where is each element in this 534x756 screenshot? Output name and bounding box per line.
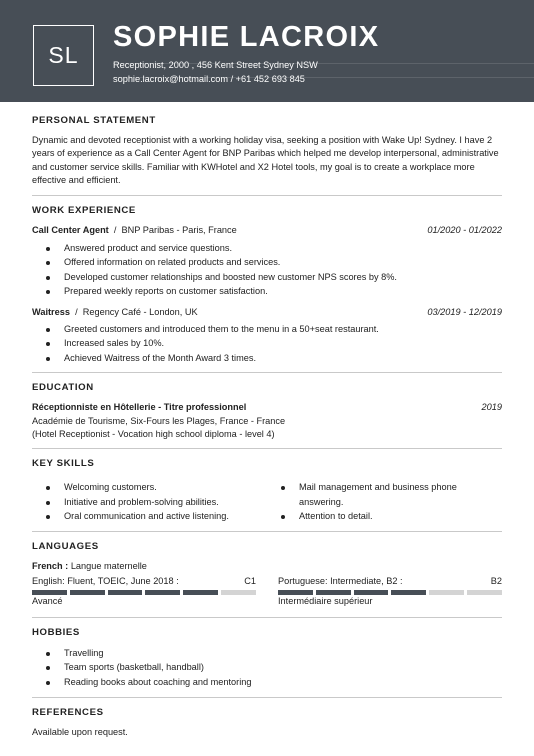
contact-block	[113, 58, 318, 87]
level-segment	[70, 590, 105, 595]
list-item: Oral communication and active listening.	[32, 509, 267, 524]
level-segment	[108, 590, 143, 595]
list-item: Mail management and business phone answering.	[267, 480, 502, 509]
list-item: Offered information on related products and services.	[32, 255, 502, 270]
list-item: Increased sales by 10%.	[32, 336, 502, 351]
section-title: HOBBIES	[32, 626, 80, 638]
list-item: Team sports (basketball, handball)	[32, 660, 502, 675]
section-title: REFERENCES	[32, 707, 104, 719]
language-label: English: Fluent, TOEIC, June 2018 :	[32, 575, 179, 586]
key-skills-section	[32, 449, 502, 531]
language-caption: Avancé	[32, 596, 63, 607]
job-role: Waitress	[32, 306, 70, 317]
degree-note: (Hotel Receptionist - Vocation high school diploma - level 4)	[32, 428, 275, 439]
skills-right-list	[267, 480, 502, 524]
hobbies-list	[32, 646, 502, 690]
job-entry: Waitress / Regency Café - London, UK 03/2019 - 12/2019 Greeted customers and introduced them to the menu in a 50+seat restaurant. Increased sales by 10%. Achieved Waitress of the Month Award 3 times.	[32, 306, 502, 366]
resume-body	[32, 102, 502, 739]
list-item: Initiative and problem-solving abilities.	[32, 495, 267, 510]
candidate-name: SOPHIE LACROIX	[113, 21, 380, 53]
statement-text: Dynamic and devoted receptionist with a working holiday visa, seeking a position with Wake Up! Sydney. I have 2 years of experience as a Call Center Agent for BNP Paribas which helped me develop interpersonal, administrative and customer service skills. Familiar with KWHotel and X2 Hotel tools, my goal is to create a workplace more effective and efficient.	[32, 134, 499, 185]
language-caption: Intermédiaire supérieur	[278, 596, 373, 607]
job-company: Regency Café - London, UK	[82, 306, 198, 317]
job-company: BNP Paribas - Paris, France	[121, 225, 237, 236]
level-segment	[467, 590, 502, 595]
languages-section	[32, 532, 502, 618]
job-dates: 03/2019 - 12/2019	[427, 306, 502, 317]
level-segment	[391, 590, 426, 595]
list-item: Reading books about coaching and mentoring	[32, 675, 502, 690]
references-text: Available upon request.	[32, 726, 128, 737]
graduation-year: 2019	[481, 402, 502, 413]
job-entry: Call Center Agent / BNP Paribas - Paris, France 01/2020 - 01/2022 Answered product and service questions. Offered information on related products and services. Developed customer relationships and boosted new customer NPS scores by 8%. Prepared weekly reports on customer satisfaction.	[32, 224, 502, 298]
list-item: Achieved Waitress of the Month Award 3 times.	[32, 351, 502, 366]
level-segment	[429, 590, 464, 595]
native-language-value: Langue maternelle	[70, 560, 147, 571]
list-item: Attention to detail.	[267, 509, 502, 524]
list-item: Answered product and service questions.	[32, 241, 502, 256]
resume-header	[0, 0, 534, 102]
native-language-label: French :	[32, 560, 69, 571]
job-dates: 01/2020 - 01/2022	[427, 225, 502, 236]
personal-statement-section	[32, 102, 502, 196]
list-item: Travelling	[32, 646, 502, 661]
list-item: Developed customer relationships and boosted new customer NPS scores by 8%.	[32, 270, 502, 285]
email-phone-line: sophie.lacroix@hotmail.com / +61 452 693 845	[113, 74, 305, 85]
education-section	[32, 373, 502, 449]
job-bullets	[32, 241, 502, 299]
list-item: Greeted customers and introduced them to the menu in a 50+seat restaurant.	[32, 322, 502, 337]
work-experience-section	[32, 196, 502, 373]
job-role: Call Center Agent	[32, 225, 109, 236]
section-title: LANGUAGES	[32, 540, 99, 552]
level-segment	[183, 590, 218, 595]
section-title: PERSONAL STATEMENT	[32, 115, 156, 126]
section-title: EDUCATION	[32, 382, 94, 394]
degree-title: Réceptionniste en Hôtellerie - Titre professionnel	[32, 402, 247, 413]
section-title: KEY SKILLS	[32, 458, 95, 470]
job-bullets	[32, 322, 502, 366]
language-item	[32, 575, 256, 609]
language-level: C1	[244, 575, 256, 586]
school-name: Académie de Tourisme, Six-Fours les Plages, France - France	[32, 415, 286, 426]
initials-monogram: SL	[33, 25, 94, 86]
language-item	[278, 575, 502, 609]
list-item: Welcoming customers.	[32, 480, 267, 495]
list-item: Prepared weekly reports on customer satisfaction.	[32, 284, 502, 299]
skills-left-list	[32, 480, 267, 524]
hobbies-section	[32, 618, 502, 698]
level-segment	[145, 590, 180, 595]
level-segment	[221, 590, 256, 595]
address-line: Receptionist, 2000 , 456 Kent Street Sydney NSW	[113, 60, 318, 70]
language-level: B2	[490, 575, 502, 586]
language-label: Portuguese: Intermediate, B2 :	[278, 575, 403, 586]
references-section	[32, 698, 502, 739]
section-title: WORK EXPERIENCE	[32, 205, 136, 217]
